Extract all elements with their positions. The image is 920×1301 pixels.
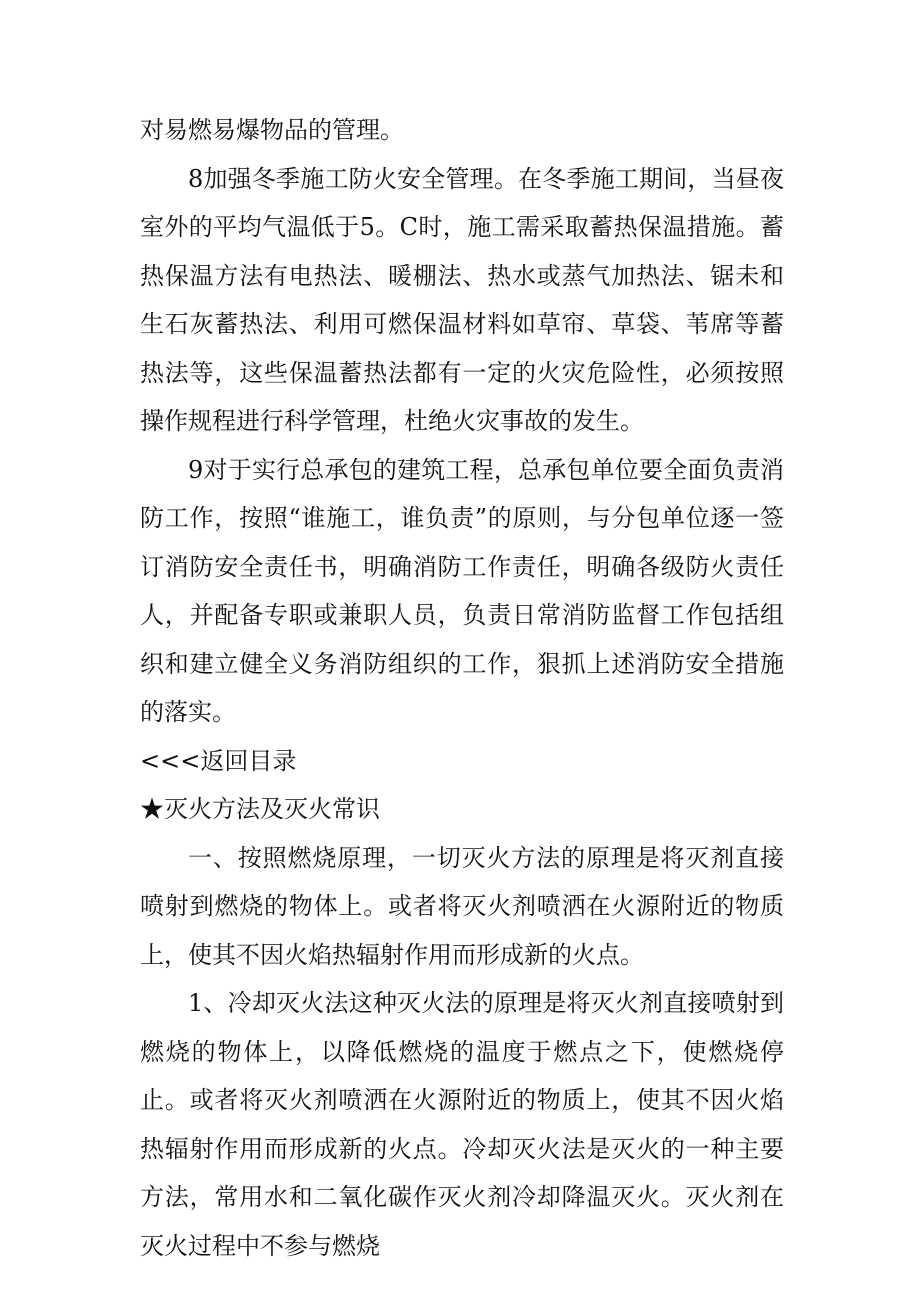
section-heading: ★灭火方法及灭火常识 [140,795,380,823]
back-to-contents-link[interactable]: <<<返回目录 [140,746,297,775]
paragraph-cooling-method: 1、冷却灭火法这种灭火法的原理是将灭火剂直接喷射到燃烧的物体上，以降低燃烧的温度于燃点之下，使燃烧停止。或者将灭火剂喷洒在火源附近的物质上，使其不因火焰热辐射作用而形成新的火点。冷却灭火法是灭火的一种主要方法，常用水和二氧化碳作灭火剂冷却降温灭火。灭火剂在灭火过程中不参与燃烧 [140,989,784,1260]
document-body [140,106,784,1270]
paragraph-continuation: 对易燃易爆物品的管理。 [140,116,404,144]
paragraph-extinguishing-principle: 一、按照燃烧原理，一切灭火方法的原理是将灭剂直接喷射到燃烧的物体上。或者将灭火剂喷洒在火源附近的物质上，使其不因火焰热辐射作用而形成新的火点。 [140,843,784,969]
paragraph-winter-fire-safety: 8加强冬季施工防火安全管理。在冬季施工期间，当昼夜室外的平均气温低于5。C时，施工需采取蓄热保温措施。蓄热保温方法有电热法、暖棚法、热水或蒸气加热法、锯未和生石灰蓄热法、利用可燃保温材料如草帘、草袋、苇席等蓄热法等，这些保温蓄热法都有一定的火灾危险性，必须按照操作规程进行科学管理，杜绝火灾事故的发生。 [140,164,784,435]
paragraph-general-contractor: 9对于实行总承包的建筑工程，总承包单位要全面负责消防工作，按照“谁施工，谁负责”的原则，与分包单位逐一签订消防安全责任书，明确消防工作责任，明确各级防火责任人，并配备专职或兼职人员，负责日常消防监督工作包括组织和建立健全义务消防组织的工作，狠抓上述消防安全措施的落实。 [140,455,784,726]
